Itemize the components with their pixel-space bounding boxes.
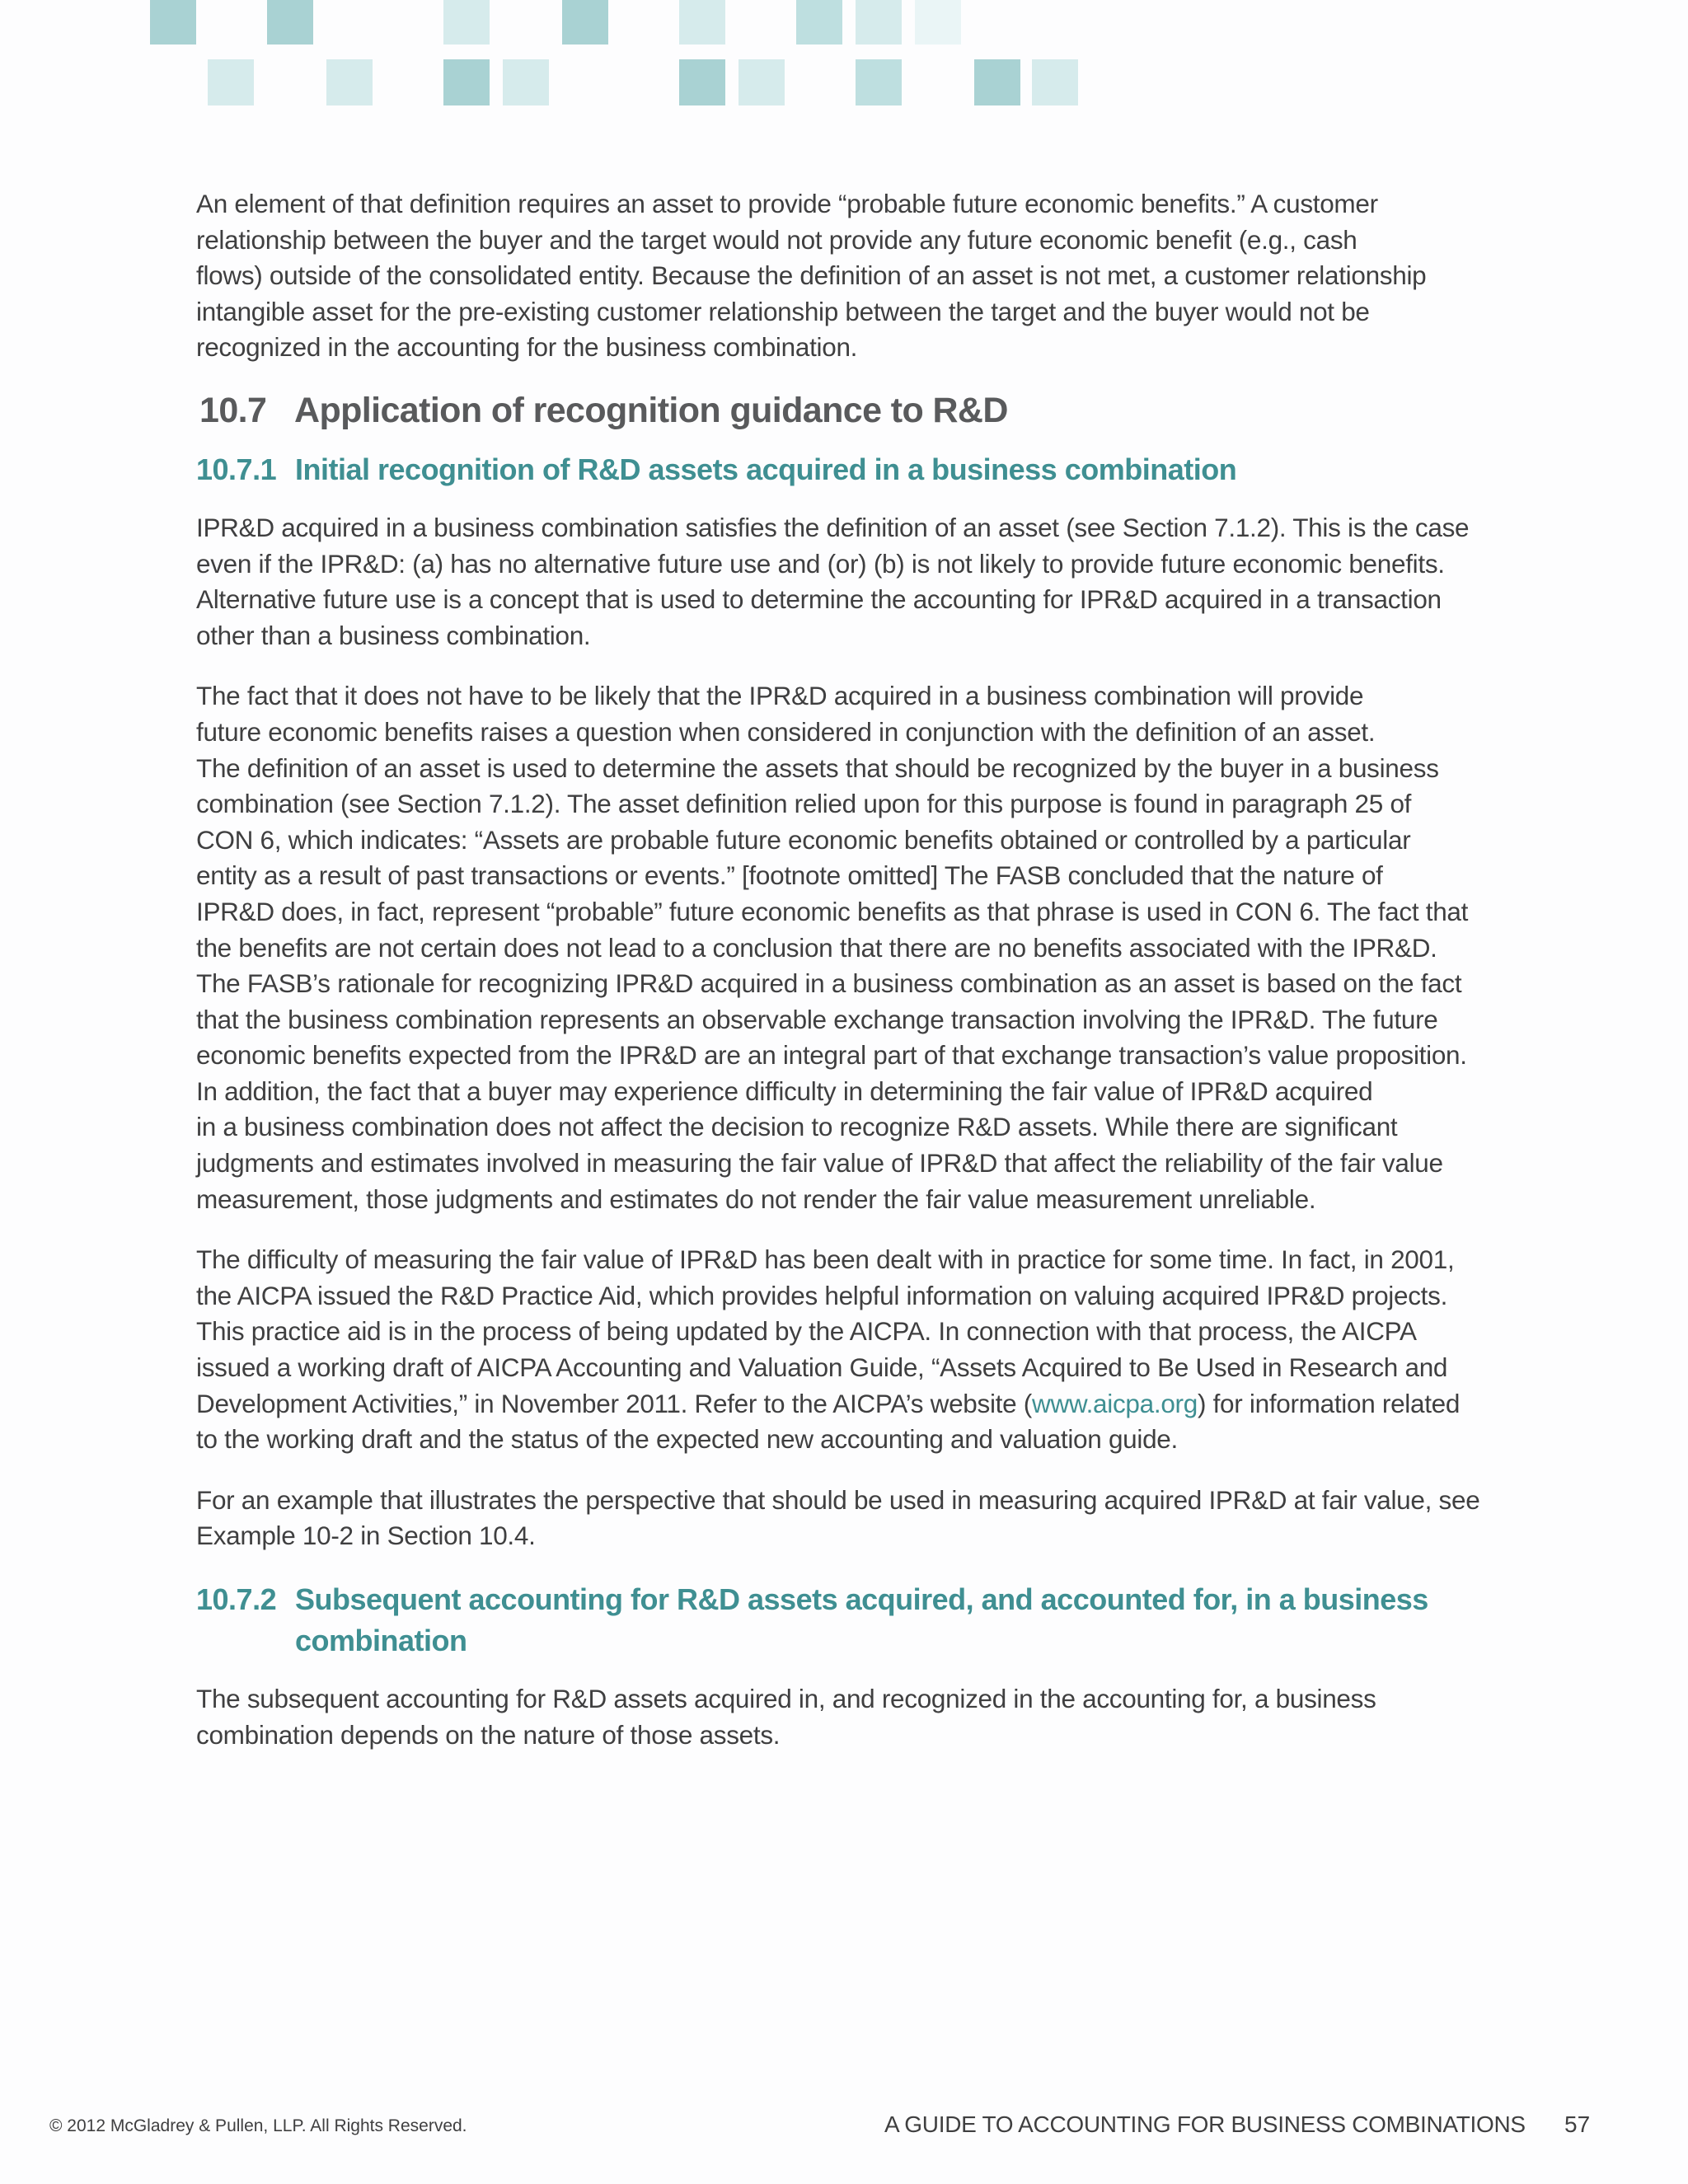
text-line: IPR&D does, in fact, represent “probable” future economic benefits as that phrase is used in CON 6. The fact that (196, 896, 1469, 926)
text-line: IPR&D acquired in a business combination satisfies the definition of an asset (see Section 7.1.2). This is the case (196, 512, 1470, 542)
footer-copyright: © 2012 McGladrey & Pullen, LLP. All Rights Reserved. (49, 2116, 467, 2135)
text-line: relationship between the buyer and the target would not provide any future economic benefit (e.g., cash (196, 224, 1357, 255)
text-segment: Development Activities,” in November 2011. Refer to the AICPA’s website ( (196, 1388, 1032, 1418)
text-line: recognized in the accounting for the business combination. (196, 332, 858, 363)
deco-square (503, 59, 549, 105)
text-line: issued a working draft of AICPA Accounting and Valuation Guide, “Assets Acquired to Be Used in Research and (196, 1352, 1448, 1383)
text-line: The difficulty of measuring the fair value of IPR&D has been dealt with in practice for some time. In fact, in 2001, (196, 1244, 1455, 1275)
footer-guide-title: A GUIDE TO ACCOUNTING FOR BUSINESS COMBINATIONS (884, 2111, 1526, 2137)
text-line: judgments and estimates involved in measuring the fair value of IPR&D that affect the reliability of the fair value (196, 1148, 1443, 1179)
deco-square (443, 0, 490, 45)
subsection-heading-2 (196, 1579, 1498, 1661)
section-title: Application of recognition guidance to R&D (294, 390, 1008, 430)
section-heading (199, 391, 1498, 431)
text-line: flows) outside of the consolidated entity. Because the definition of an asset is not met, a customer relationship (196, 260, 1427, 291)
paragraph (196, 510, 1498, 654)
paragraph (196, 1483, 1498, 1554)
section-number: 10.7 (199, 390, 267, 430)
deco-square (562, 0, 608, 45)
text-line: the benefits are not certain does not lead to a conclusion that there are no benefits associated with the IPR&D. (196, 932, 1437, 963)
deco-square (915, 0, 961, 45)
text-line: entity as a result of past transactions or events.” [footnote omitted] The FASB concluded that the nature of (196, 860, 1383, 891)
text-line: In addition, the fact that a buyer may experience difficulty in determining the fair value of IPR&D acquired (196, 1076, 1373, 1106)
paragraph (196, 1681, 1498, 1753)
text-line: that the business combination represents an observable exchange transaction involving the IPR&D. The future (196, 1004, 1438, 1034)
text-line: in a business combination does not affect the decision to recognize R&D assets. While there are significant (196, 1112, 1398, 1142)
text-line: An element of that definition requires an asset to provide “probable future economic benefits.” A customer (196, 189, 1378, 218)
subsection-number: 10.7.2 (196, 1582, 277, 1616)
text-line: The FASB’s rationale for recognizing IPR&D acquired in a business combination as an asset is based on the fact (196, 968, 1462, 999)
deco-square (150, 0, 196, 45)
text-line: Alternative future use is a concept that is used to determine the accounting for IPR&D acquired in a transaction (196, 584, 1442, 615)
text-line: future economic benefits raises a question when considered in conjunction with the definition of an asset. (196, 716, 1376, 747)
text-line: The fact that it does not have to be likely that the IPR&D acquired in a business combination will provide (196, 681, 1364, 711)
deco-square (443, 59, 490, 105)
subsection-title: Initial recognition of R&D assets acquired in a business combination (295, 452, 1237, 486)
text-line: other than a business combination. (196, 620, 591, 650)
deco-square (326, 59, 373, 105)
page-number: 57 (1564, 2111, 1591, 2137)
paragraph (196, 1242, 1498, 1458)
text-line: even if the IPR&D: (a) has no alternative future use and (or) (b) is not likely to provide future economic benefits. (196, 548, 1445, 579)
intro-paragraph (196, 186, 1498, 366)
paragraph (196, 678, 1498, 1217)
deco-square (679, 0, 725, 45)
text-line: the AICPA issued the R&D Practice Aid, which provides helpful information on valuing acquired IPR&D projects. (196, 1280, 1448, 1310)
text-line: economic benefits expected from the IPR&D are an integral part of that exchange transaction’s value proposition. (196, 1040, 1467, 1071)
subsection-title: Subsequent accounting for R&D assets acquired, and accounted for, in a business combination (295, 1582, 1428, 1657)
text-line: The subsequent accounting for R&D assets acquired in, and recognized in the accounting for, a business (196, 1684, 1376, 1713)
text-line: The definition of an asset is used to determine the assets that should be recognized by the buyer in a business (196, 752, 1439, 783)
text-line (196, 1386, 1498, 1422)
text-line: CON 6, which indicates: “Assets are probable future economic benefits obtained or controlled by a particular (196, 824, 1411, 855)
text-line: This practice aid is in the process of being updated by the AICPA. In connection with that process, the AICPA (196, 1316, 1417, 1347)
text-line: combination depends on the nature of those assets. (196, 1719, 781, 1750)
text-line: to the working draft and the status of the expected new accounting and valuation guide. (196, 1424, 1178, 1455)
aicpa-website-link[interactable]: www.aicpa.org (1032, 1388, 1198, 1418)
subsection-heading-1 (196, 449, 1498, 490)
text-line: intangible asset for the pre-existing customer relationship between the target and the buyer would not be (196, 296, 1370, 326)
page-content (196, 186, 1498, 1778)
text-line: combination (see Section 7.1.2). The asset definition relied upon for this purpose is found in paragraph 25 of (196, 789, 1412, 819)
deco-square (796, 0, 842, 45)
deco-square (856, 59, 902, 105)
deco-square (738, 59, 785, 105)
deco-square (208, 59, 254, 105)
deco-square (679, 59, 725, 105)
deco-square (974, 59, 1020, 105)
deco-square (1032, 59, 1078, 105)
deco-square (267, 0, 313, 45)
deco-square (856, 0, 902, 45)
text-line: For an example that illustrates the perspective that should be used in measuring acquired IPR&D at fair value, see (196, 1484, 1480, 1515)
text-line: Example 10-2 in Section 10.4. (196, 1521, 536, 1551)
text-line: measurement, those judgments and estimates do not render the fair value measurement unreliable. (196, 1183, 1316, 1214)
subsection-number: 10.7.1 (196, 452, 277, 486)
text-segment: ) for information related (1197, 1388, 1461, 1418)
